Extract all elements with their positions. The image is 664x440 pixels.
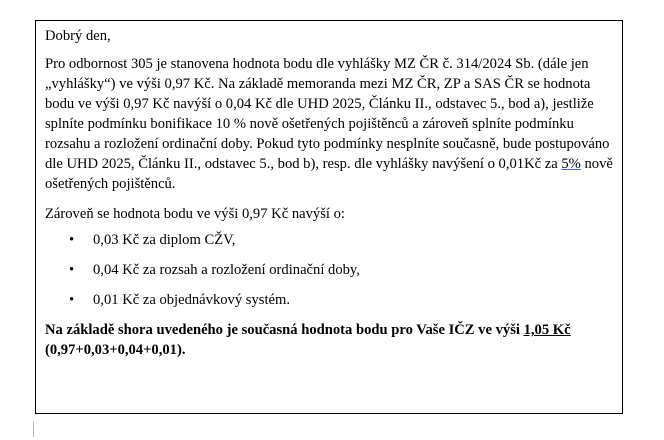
list-item <box>45 260 613 280</box>
increase-intro: Zároveň se hodnota bodu ve výši 0,97 Kč navýší o: <box>45 206 345 222</box>
list-item-text: 0,03 Kč za diplom CŽV, <box>93 232 236 248</box>
text-cursor <box>33 421 34 437</box>
list-item <box>45 230 613 250</box>
percent-underlined: 5% <box>561 156 581 172</box>
summary-value: 1,05 Kč <box>523 322 571 338</box>
main-paragraph <box>45 54 613 194</box>
increase-list <box>45 230 613 310</box>
bullet-icon: • <box>69 262 75 278</box>
main-paragraph-end: nově ošetřených pojištěnců. <box>45 156 613 192</box>
main-paragraph-text: Pro odbornost 305 je stanovena hodnota bodu dle vyhlášky MZ ČR č. 314/2024 Sb. (dále jen „vyhlášky“) ve výši 0,97 Kč. Na základě memoranda mezi MZ ČR, ZP a SAS ČR se hodnota bodu ve výši 0,97 Kč navýší o 0,04 Kč dle UHD 2025, Článku II., odstavec 5., bod a), jestliže splníte podmínku bonifikace 10 % nově ošetřených pojištěnců a zároveň splníte podmínku rozsahu a rozložení ordinační doby. Pokud tyto podmínky nesplníte současně, bude postupováno dle UHD 2025, Článku II., odstavec 5., bod b), resp. dle vyhlášky navýšení o 0,01Kč za <box>45 56 610 172</box>
list-item-text: 0,01 Kč za objednávkový systém. <box>93 292 290 308</box>
bullet-icon: • <box>69 232 75 248</box>
list-item-text: 0,04 Kč za rozsah a rozložení ordinační doby, <box>93 262 360 278</box>
greeting: Dobrý den, <box>45 28 111 44</box>
list-item <box>45 290 613 310</box>
bullet-icon: • <box>69 292 75 308</box>
summary-paragraph <box>45 320 613 360</box>
document-text-box <box>35 20 623 414</box>
summary-breakdown: (0,97+0,03+0,04+0,01). <box>45 342 186 358</box>
summary-text: Na základě shora uvedeného je současná hodnota bodu pro Vaše IČZ ve výši <box>45 322 524 338</box>
